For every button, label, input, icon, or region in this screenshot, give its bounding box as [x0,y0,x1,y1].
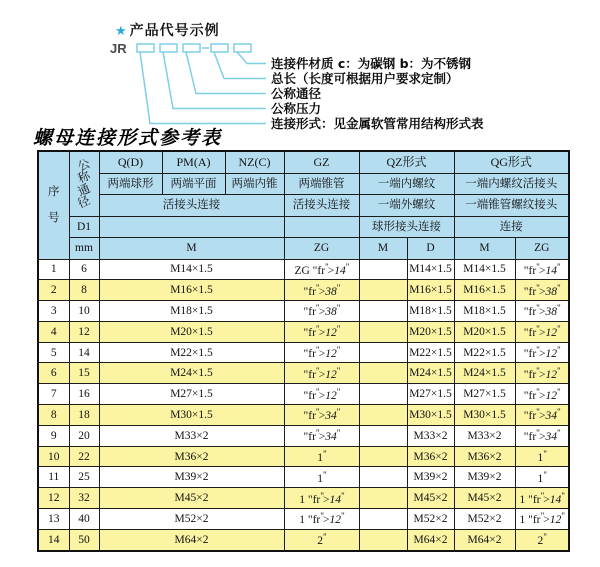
header-qz-sub2: 一端外螺纹 [359,195,454,217]
header-dn [69,151,99,216]
qz-d-cell: M30×1.5 [407,405,454,426]
header-gz-union: 活接头连接 [284,195,359,217]
qz-m-cell [359,467,407,488]
qz-m-cell [359,405,407,426]
qg-zg-cell: 1 "fr">12" [515,509,569,530]
qz-d-cell: M39×2 [407,467,454,488]
qz-m-cell [359,259,407,280]
m-thread-cell: M36×2 [99,446,284,467]
qz-d-cell: M18×1.5 [407,301,454,322]
qz-d-cell: M24×1.5 [407,363,454,384]
seq-cell: 3 [38,301,69,322]
header-code-gz: GZ [284,151,359,173]
header-qg-sub2: 一端锥管螺纹接头 [454,195,569,217]
seq-cell: 5 [38,342,69,363]
gz-zg-cell: "fr">12" [284,342,359,363]
dn-cell: 12 [69,321,99,342]
qg-zg-cell: 1 "fr">14" [515,488,569,509]
qz-m-cell [359,321,407,342]
qg-zg-cell: "fr">38" [515,301,569,322]
qz-m-cell [359,509,407,530]
table-row [38,363,569,384]
qg-m-cell: M39×2 [454,467,515,488]
header-unit-m: M [99,238,284,260]
legend-total-length: 总长（长度可根据用户要求定制） [271,71,459,86]
header-qg-sub1: 一端内螺纹活接头 [454,173,569,195]
table-row [38,425,569,446]
table-row [38,488,569,509]
gz-zg-cell: ZG "fr">14" [284,259,359,280]
qz-m-cell [359,488,407,509]
m-thread-cell: M39×2 [99,467,284,488]
gz-zg-cell: 1 "fr">14" [284,488,359,509]
table-row [38,301,569,322]
dn-cell: 32 [69,488,99,509]
qz-d-cell: M36×2 [407,446,454,467]
dn-cell: 25 [69,467,99,488]
qg-zg-cell: 1" [515,446,569,467]
table-row [38,467,569,488]
dn-cell: 18 [69,405,99,426]
qg-zg-cell: "fr">34" [515,405,569,426]
table-header [38,151,569,259]
seq-cell: 8 [38,405,69,426]
qz-d-cell: M27×1.5 [407,384,454,405]
dn-cell: 10 [69,301,99,322]
m-thread-cell: M24×1.5 [99,363,284,384]
gz-zg-cell: "fr">12" [284,384,359,405]
diagram-title [115,20,220,40]
qg-m-cell: M22×1.5 [454,342,515,363]
gz-zg-cell: 1" [284,446,359,467]
legend-nominal-pressure: 公称压力 [271,101,322,116]
header-unit-qz-d: D [407,238,454,260]
qg-m-cell: M24×1.5 [454,363,515,384]
header-code-qg: QG形式 [454,151,569,173]
qg-zg-cell: "fr">12" [515,321,569,342]
seq-cell: 12 [38,488,69,509]
table-body [38,259,569,551]
qg-m-cell: M52×2 [454,509,515,530]
dn-cell: 6 [69,259,99,280]
table-row [38,405,569,426]
qz-d-cell: M16×1.5 [407,280,454,301]
qg-zg-cell: "fr">12" [515,342,569,363]
nut-connection-table [37,150,570,552]
qz-m-cell [359,384,407,405]
seq-cell: 6 [38,363,69,384]
header-d1: D1 [69,216,99,238]
qg-m-cell: M18×1.5 [454,301,515,322]
qg-m-cell: M45×2 [454,488,515,509]
qg-zg-cell: 1" [515,467,569,488]
header-union-joint: 活接头连接 [99,195,284,217]
seq-cell: 10 [38,446,69,467]
m-thread-cell: M27×1.5 [99,384,284,405]
m-thread-cell: M20×1.5 [99,321,284,342]
seq-cell: 14 [38,529,69,550]
legend-nominal-diameter: 公称通径 [271,86,322,101]
qz-d-cell: M33×2 [407,425,454,446]
gz-zg-cell: "fr">34" [284,405,359,426]
dn-cell: 50 [69,529,99,550]
header-unit-qz-m: M [359,238,407,260]
header-unit-mm: mm [69,238,99,260]
header-sub-gz: 两端锥管 [284,173,359,195]
qz-m-cell [359,280,407,301]
m-thread-cell: M30×1.5 [99,405,284,426]
qg-zg-cell: 2" [515,529,569,550]
gz-zg-cell: 2" [284,529,359,550]
m-thread-cell: M16×1.5 [99,280,284,301]
gz-zg-cell: "fr">12" [284,363,359,384]
table-row [38,259,569,280]
qz-d-cell: M45×2 [407,488,454,509]
gz-zg-cell: "fr">38" [284,301,359,322]
qz-m-cell [359,342,407,363]
m-thread-cell: M64×2 [99,529,284,550]
dn-cell: 14 [69,342,99,363]
header-unit-qg-zg: ZG [515,238,569,260]
table-row [38,446,569,467]
seq-cell: 2 [38,280,69,301]
table-row [38,384,569,405]
header-code-nz: NZ(C) [225,151,284,173]
header-sub-pm: 两端平面 [162,173,225,195]
code-prefix: JR [110,41,127,56]
gz-zg-cell: "fr">34" [284,425,359,446]
table-row [38,529,569,550]
header-sub-nz: 两端内锥 [225,173,284,195]
legend-connection-form: 连接形式：见金属软管常用结构形式表 [271,116,484,131]
qz-m-cell [359,425,407,446]
dn-cell: 16 [69,384,99,405]
m-thread-cell: M22×1.5 [99,342,284,363]
header-qz-sub1: 一端内螺纹 [359,173,454,195]
dn-cell: 20 [69,425,99,446]
qg-zg-cell: "fr">34" [515,425,569,446]
qz-d-cell: M14×1.5 [407,259,454,280]
seq-cell: 4 [38,321,69,342]
seq-cell: 7 [38,384,69,405]
dn-cell: 40 [69,509,99,530]
qz-d-cell: M22×1.5 [407,342,454,363]
table-row [38,280,569,301]
star-icon: ★ [115,24,128,39]
table-title: 螺母连接形式参考表 [33,127,223,149]
table-row [38,321,569,342]
dn-cell: 15 [69,363,99,384]
qz-m-cell [359,363,407,384]
qg-m-cell: M20×1.5 [454,321,515,342]
seq-cell: 11 [38,467,69,488]
seq-cell: 9 [38,425,69,446]
m-thread-cell: M33×2 [99,425,284,446]
dn-cell: 8 [69,280,99,301]
qg-m-cell: M36×2 [454,446,515,467]
qz-d-cell: M64×2 [407,529,454,550]
header-qg-sub3: 连接 [454,216,569,238]
qg-zg-cell: "fr">14" [515,259,569,280]
header-unit-qg-m: M [454,238,515,260]
qz-m-cell [359,529,407,550]
qz-d-cell: M20×1.5 [407,321,454,342]
header-blank-qpn [99,216,284,238]
header-qz-sub3: 球形接头连接 [359,216,454,238]
header-blank-gz [284,216,359,238]
qg-zg-cell: "fr">12" [515,384,569,405]
gz-zg-cell: 1 "fr">12" [284,509,359,530]
header-unit-zg: ZG [284,238,359,260]
qz-d-cell: M52×2 [407,509,454,530]
m-thread-cell: M45×2 [99,488,284,509]
m-thread-cell: M52×2 [99,509,284,530]
m-thread-cell: M18×1.5 [99,301,284,322]
header-code-pm: PM(A) [162,151,225,173]
qg-m-cell: M27×1.5 [454,384,515,405]
legend-material: 连接件材质 c：为碳钢 b：为不锈钢 [271,56,472,71]
gz-zg-cell: "fr">38" [284,280,359,301]
dn-cell: 22 [69,446,99,467]
qg-zg-cell: "fr">38" [515,280,569,301]
header-code-qz: QZ形式 [359,151,454,173]
header-sub-q: 两端球形 [99,173,162,195]
header-dn-text: 公 称 通 径 [75,155,93,212]
qz-m-cell [359,446,407,467]
qg-m-cell: M30×1.5 [454,405,515,426]
seq-cell: 13 [38,509,69,530]
qz-m-cell [359,301,407,322]
qg-zg-cell: "fr">12" [515,363,569,384]
header-seq [38,151,69,259]
gz-zg-cell: "fr">12" [284,321,359,342]
m-thread-cell: M14×1.5 [99,259,284,280]
seq-cell: 1 [38,259,69,280]
diagram-title-text: 产品代号示例 [129,23,220,39]
qg-m-cell: M33×2 [454,425,515,446]
qg-m-cell: M64×2 [454,529,515,550]
header-seq-text: 序 号 [48,186,60,225]
table-row [38,342,569,363]
qg-m-cell: M16×1.5 [454,280,515,301]
table-row [38,509,569,530]
gz-zg-cell: 1" [284,467,359,488]
qg-m-cell: M14×1.5 [454,259,515,280]
header-code-q: Q(D) [99,151,162,173]
